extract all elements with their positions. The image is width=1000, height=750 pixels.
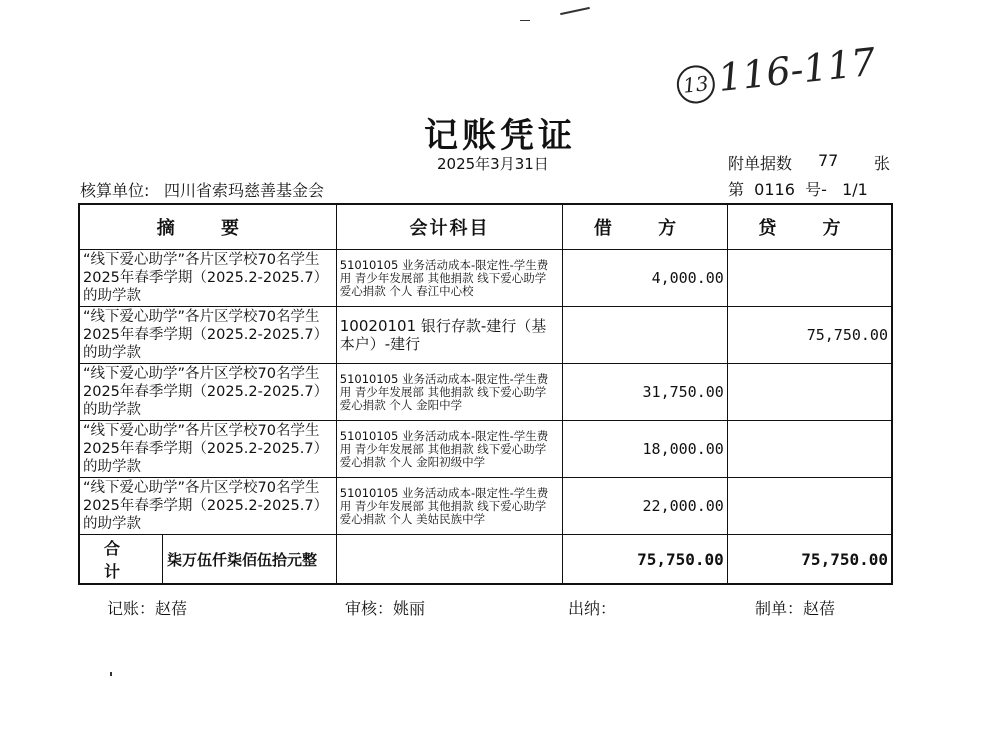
row-credit (727, 364, 892, 421)
row-debit: 4,000.00 (563, 250, 728, 307)
total-label: 合 计 (80, 535, 163, 583)
attachments-unit: 张 (874, 154, 891, 173)
table-row (79, 421, 892, 478)
row-summary: “线下爱心助学”各片区学校70名学生2025年春季学期（2025.2-2025.7）的助学款 (79, 421, 336, 478)
voucher-title: 记账凭证 (424, 116, 576, 156)
row-summary: “线下爱心助学”各片区学校70名学生2025年春季学期（2025.2-2025.7）的助学款 (79, 364, 336, 421)
handwritten-page-range: 116-117 (715, 39, 878, 100)
total-amount-words: 柒万伍仟柒佰伍拾元整 (167, 550, 318, 569)
preparer: 制单：赵蓓 (755, 599, 836, 618)
reviewer: 审核：姚丽 (345, 599, 426, 618)
total-credit: 75,750.00 (727, 535, 892, 585)
row-credit: 75,750.00 (727, 307, 892, 364)
table-row (79, 250, 892, 307)
accounting-unit-label: 核算单位: (80, 181, 150, 200)
table-row (79, 478, 892, 535)
row-account: 10020101 银行存款-建行（基本户）-建行 (336, 307, 562, 364)
accounting-unit-name: 四川省索玛慈善基金会 (164, 181, 325, 200)
total-debit: 75,750.00 (563, 535, 728, 585)
circled-number: 13 (675, 63, 717, 105)
total-cell (79, 535, 336, 585)
total-account-empty (336, 535, 562, 585)
row-debit: 31,750.00 (563, 364, 728, 421)
row-debit (563, 307, 728, 364)
table-header-row (79, 204, 892, 250)
total-row (79, 535, 892, 585)
row-account: 51010105 业务活动成本-限定性-学生费用 青少年发展部 其他捐款 线下爱心助学 爱心捐款 个人 春江中心校 (336, 250, 562, 307)
row-credit (727, 421, 892, 478)
header-credit: 贷 方 (727, 204, 892, 250)
bookkeeper: 记账：赵蓓 (107, 599, 188, 618)
attachments-count: 77 (818, 151, 839, 170)
scan-mark-top-small (520, 20, 530, 21)
attachments-label: 附单据数 (728, 154, 793, 173)
header-account: 会计科目 (336, 204, 562, 250)
row-credit (727, 478, 892, 535)
table-row (79, 364, 892, 421)
cashier: 出纳： (568, 599, 617, 618)
row-account: 51010105 业务活动成本-限定性-学生费用 青少年发展部 其他捐款 线下爱心助学 爱心捐款 个人 金阳初级中学 (336, 421, 562, 478)
row-debit: 22,000.00 (563, 478, 728, 535)
scan-speck (110, 672, 112, 676)
row-account: 51010105 业务活动成本-限定性-学生费用 青少年发展部 其他捐款 线下爱心助学 爱心捐款 个人 美姑民族中学 (336, 478, 562, 535)
handwritten-annotation (674, 40, 877, 105)
voucher-table (78, 203, 893, 585)
scan-mark-top (560, 7, 590, 15)
voucher-date: 2025年3月31日 (437, 155, 549, 173)
row-summary: “线下爱心助学”各片区学校70名学生2025年春季学期（2025.2-2025.7）的助学款 (79, 307, 336, 364)
row-account: 51010105 业务活动成本-限定性-学生费用 青少年发展部 其他捐款 线下爱心助学 爱心捐款 个人 金阳中学 (336, 364, 562, 421)
row-summary: “线下爱心助学”各片区学校70名学生2025年春季学期（2025.2-2025.7）的助学款 (79, 478, 336, 535)
row-credit (727, 250, 892, 307)
table-row (79, 307, 892, 364)
header-debit: 借 方 (563, 204, 728, 250)
row-summary: “线下爱心助学”各片区学校70名学生2025年春季学期（2025.2-2025.7）的助学款 (79, 250, 336, 307)
voucher-number: 第 0116 号- 1/1 (728, 180, 868, 199)
row-debit: 18,000.00 (563, 421, 728, 478)
header-summary: 摘 要 (79, 204, 336, 250)
